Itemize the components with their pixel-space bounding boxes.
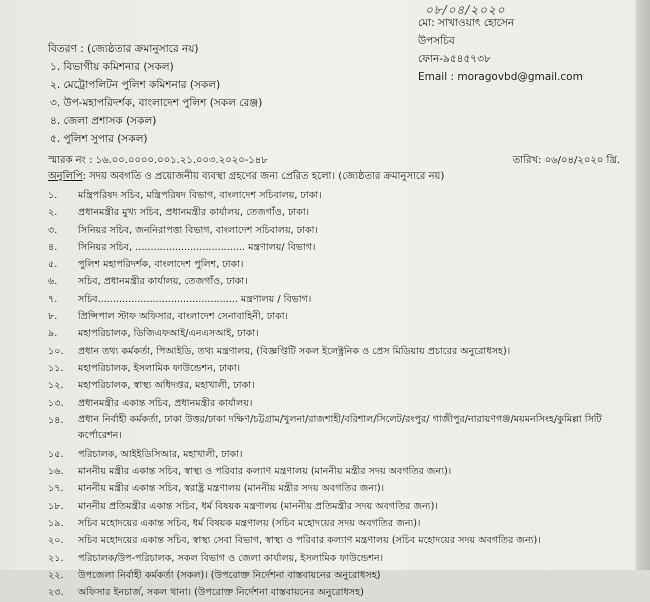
recipient-text: সচিব মহোদয়ের একান্ত সচিব, স্বাস্থ্য সেবা বিভাগ, স্বাস্থ্য ও পরিবার কল্যাণ মন্ত্রণালয় (সচিব মহোদয়ের সদয় অবগতির জন্য)। [78,535,541,547]
distribution-heading: বিতরণ : (জ্যেষ্ঠতার ক্রমানুসারে নয়) [48,43,199,55]
recipient-row [48,515,633,532]
recipient-number: ৯. [48,328,58,340]
copy-line [48,169,444,186]
recipient-number: ২৩. [48,587,64,599]
recipient-row [48,550,633,567]
recipient-text: সিনিয়র সচিব, .................................... মন্ত্রণালয়/ বিভাগ। [78,241,316,253]
recipient-text: প্রধান নির্বাহী কর্মকর্তা, ঢাকা উত্তর/ঢাকা দক্ষিণ/চট্টগ্রাম/খুলনা/রাজশাহী/বরিশাল/সিলেট/রংপুর/ গাজীপুর/নারায়ণগঞ্জ/ময়মনসিংহ/কুমিল্লা সিটি কর্পোরেশন। [78,413,602,441]
recipient-list [48,187,633,602]
copy-label: অনুলিপি [48,171,83,182]
signer-title: উপসচিব [418,35,455,47]
distribution-item: ৩. উপ-মহাপরিদর্শক, বাংলাদেশ পুলিশ (সকল রেঞ্জ) [50,97,263,109]
recipient-text: সচিব, প্রধানমন্ত্রীর কার্যালয়, তেজগাঁও, ঢাকা। [78,276,248,288]
signer-block [418,14,583,86]
recipient-text: পরিচালক/উপ-পরিচালক, সকল বিভাগ ও জেলা কার্যালয়, ইসলামিক ফাউন্ডেশন। [78,552,384,564]
recipient-number: ৬. [48,276,58,288]
recipient-row [48,360,633,377]
recipient-row [48,239,633,256]
distribution-item: ১. বিভাগীয় কমিশনার (সকল) [50,61,174,73]
recipient-number: ১০. [48,345,64,357]
signer-email: Email : moragovbd@gmail.com [418,71,583,83]
recipient-row [48,584,633,601]
recipient-text: সচিব মহোদয়ের একান্ত সচিব, ধর্ম বিষয়ক মন্ত্রণালয় (সচিব মহোদয়ের সদয় অবগতির জন্য)। [78,518,421,530]
signer-name: মো: সাখাওয়াৎ হোসেন [418,17,515,29]
recipient-row [48,256,633,273]
distribution-block [48,40,262,148]
distribution-item: ৫. পুলিশ সুপার (সকল) [50,133,148,145]
recipient-text: মন্ত্রিপরিষদ সচিব, মন্ত্রিপরিষদ বিভাগ, বাংলাদেশ সচিবালয়, ঢাকা। [78,190,322,201]
recipient-text: পরিচালক, আইইডিসিআর, মহাখালী, ঢাকা। [78,448,243,460]
recipient-text: মাননীয় মন্ত্রীর একান্ত সচিব, স্বরাষ্ট্র মন্ত্রণালয় (মাননীয় মন্ত্রীর সদয় অবগতির জন্য)। [78,483,385,495]
memo-line [48,153,620,170]
recipient-number: ৮. [48,311,58,323]
recipient-number: ১৫. [48,448,64,460]
recipient-text: পুলিশ মহাপরিদর্শক, বাংলাদেশ পুলিশ, ঢাকা। [78,259,244,271]
recipient-number: ৪. [48,241,58,253]
handwritten-date: ০৮/০৪/২০২০ [425,3,506,17]
recipient-row [48,463,633,480]
recipient-row [48,532,633,549]
recipient-number: ১২. [48,380,64,392]
recipient-row [48,343,633,360]
recipient-row [48,204,633,221]
distribution-item: ২. মেট্রোপলিটন পুলিশ কমিশনার (সকল) [50,79,221,91]
recipient-row [48,498,633,515]
recipient-row [48,446,633,463]
recipient-row [48,291,633,308]
signer-phone: ফোন-৯৫৪৫৭৩৮ [418,53,491,65]
copy-text: : সদয় অবগতি ও প্রয়োজনীয় ব্যবস্থা গ্রহণের জন্য প্রেরিত হলো। (জ্যেষ্ঠতার ক্রমানুসারে নয়) [82,171,445,182]
recipient-text: প্রধান তথ্য কর্মকর্তা, পিআইডি, তথ্য মন্ত্রণালয়, (বিজ্ঞপ্তিটি সকল ইলেক্ট্রনিক ও প্রেস মিডিয়ায় প্রচারের অনুরোধসহ)। [78,345,511,357]
recipient-number: ২২. [48,569,64,581]
recipient-row [48,412,633,446]
memo-number: স্মারক নং : ১৬.০০.০০০০.০০১.২১.০০৩.২০২০-১৪৮ [48,155,268,166]
recipient-row [48,567,633,584]
recipient-row [48,377,633,394]
recipient-number: ৫. [48,259,58,271]
recipient-number: ৩. [48,224,58,236]
recipient-text: মাননীয় মন্ত্রীর একান্ত সচিব, স্বাস্থ্য ও পরিবার কল্যাণ মন্ত্রণালয় (মাননীয় মন্ত্রীর সদয় অবগতির জন্য)। [78,466,452,478]
page-edge-shadow [636,0,650,570]
recipient-row [48,222,633,239]
recipient-row [48,395,633,412]
recipient-text: মহাপরিচালক, ইসলামিক ফাউন্ডেশন, ঢাকা। [78,362,241,374]
recipient-number: ১৪. [48,414,64,426]
recipient-text: উপজেলা নির্বাহী কর্মকর্তা (সকল)। (উপরোক্ত নির্দেশনা বাস্তবায়নের অনুরোধসহ) [78,569,381,581]
recipient-text: সিনিয়র সচিব, জননিরাপত্তা বিভাগ, বাংলাদেশ সচিবালয়, ঢাকা। [78,224,318,236]
recipient-text: মহাপরিচালক, স্বাস্থ্য অধিদপ্তর, মহাখালী, ঢাকা। [78,380,255,392]
recipient-number: ১৮. [48,500,64,512]
memo-date: তারিখ: ০৬/০৪/২০২০ খ্রি. [512,155,620,166]
recipient-row [48,187,633,204]
recipient-number: ১৭. [48,483,64,495]
recipient-number: ৭. [48,293,58,305]
recipient-number: ১৬. [48,466,64,478]
recipient-number: ২১. [48,552,64,564]
recipient-text: সচিব.............................................. মন্ত্রণালয় / বিভাগ। [78,293,312,305]
recipient-row [48,308,633,325]
recipient-number: ১১. [48,362,64,374]
recipient-row [48,273,633,290]
recipient-text: প্রধানমন্ত্রীর মুখ্য সচিব, প্রধানমন্ত্রীর কার্যালয়, তেজগাঁও, ঢাকা। [78,207,310,219]
recipient-number: ২. [48,207,58,219]
recipient-text: অফিসার ইনচার্জ, সকল থানা। (উপরোক্ত নির্দেশনা বাস্তবায়নের অনুরোধসহ) [78,587,364,599]
distribution-item: ৪. জেলা প্রশাসক (সকল) [50,115,157,127]
recipient-number: ১. [48,190,58,201]
recipient-row [48,480,633,497]
recipient-row [48,325,633,342]
recipient-text: মহাপরিচালক, ডিজিএফআই/এনএসআই, ঢাকা। [78,328,259,340]
recipient-text: মাননীয় প্রতিমন্ত্রীর একান্ত সচিব, ধর্ম বিষয়ক মন্ত্রণালয় (মাননীয় প্রতিমন্ত্রীর সদয় অবগতির জন্য)। [78,500,438,512]
recipient-text: প্রিন্সিপাল স্টাফ অফিসার, বাংলাদেশ সেনাবাহিনী, ঢাকা। [78,311,288,323]
recipient-text: প্রধানমন্ত্রীর একান্ত সচিব, প্রধানমন্ত্রীর কার্যালয়। [78,397,253,409]
recipient-number: ২০. [48,535,64,547]
recipient-number: ১৩. [48,397,64,409]
recipient-number: ১৯. [48,518,64,530]
